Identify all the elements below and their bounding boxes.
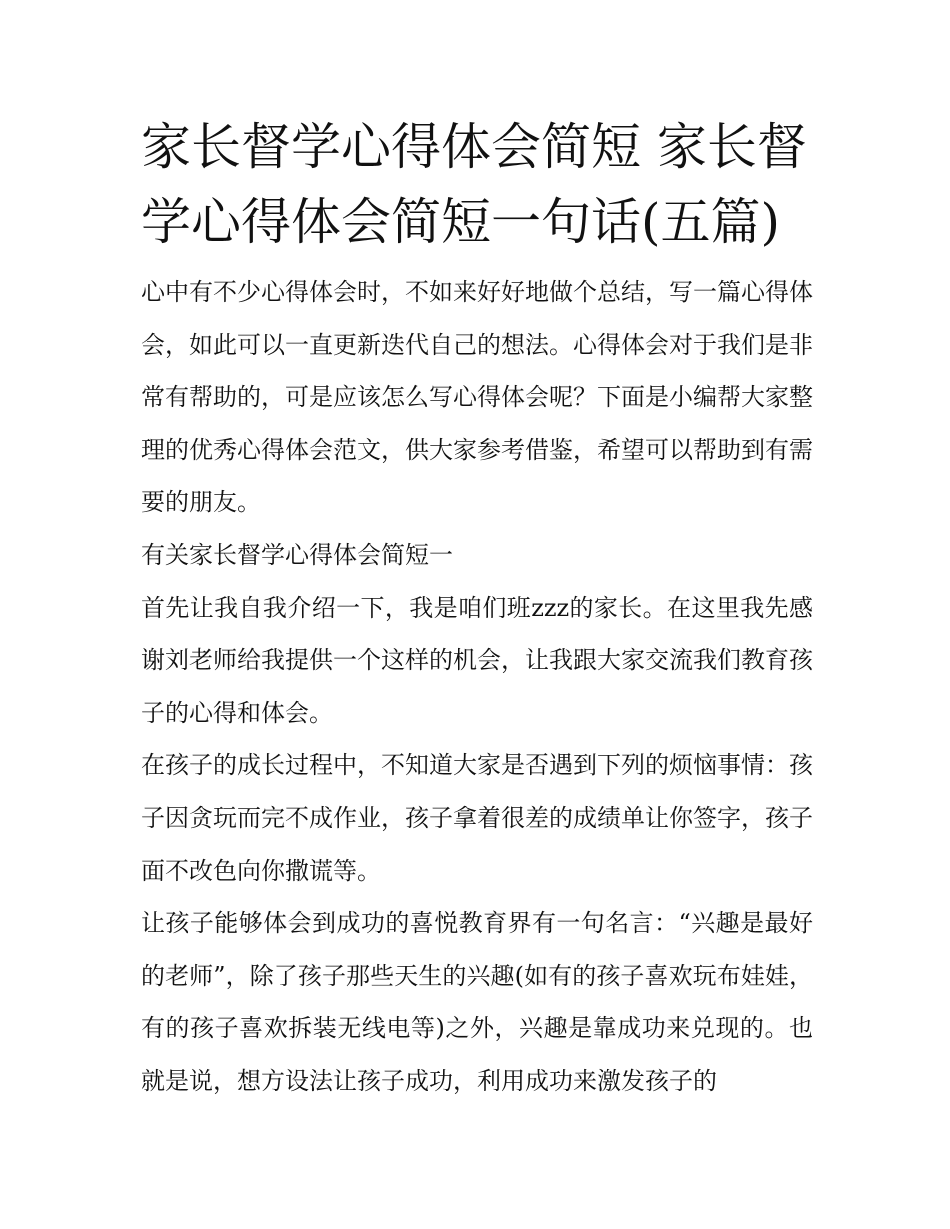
body-paragraph: 让孩子能够体会到成功的喜悦教育界有一句名言：“兴趣是最好的老师”，除了孩子那些天生的兴趣(如有的孩子喜欢玩布娃娃，有的孩子喜欢拆装无线电等)之外，兴趣是靠成功来兑现的。也就是说，想方设法让孩子成功，利用成功来激发孩子的 — [141, 909, 813, 1095]
body-paragraph: 在孩子的成长过程中，不知道大家是否遇到下列的烦恼事情：孩子因贪玩而完不成作业，孩子拿着很差的成绩单让你签字，孩子面不改色向你撒谎等。 — [141, 751, 813, 885]
intro-paragraph: 心中有不少心得体会时，不如来好好地做个总结，写一篇心得体会，如此可以一直更新迭代自己的想法。心得体会对于我们是非常有帮助的，可是应该怎么写心得体会呢？下面是小编帮大家整理的优秀心得体会范文，供大家参考借鉴，希望可以帮助到有需要的朋友。 — [141, 278, 813, 517]
document-body — [141, 266, 813, 1108]
section-heading: 有关家长督学心得体会简短一 — [141, 540, 453, 569]
document-page — [141, 110, 813, 1108]
body-paragraph: 首先让我自我介绍一下，我是咱们班zzz的家长。在这里我先感谢刘老师给我提供一个这样的机会，让我跟大家交流我们教育孩子的心得和体会。 — [141, 593, 813, 727]
document-title: 家长督学心得体会简短 家长督学心得体会简短一句话(五篇) — [141, 118, 807, 251]
